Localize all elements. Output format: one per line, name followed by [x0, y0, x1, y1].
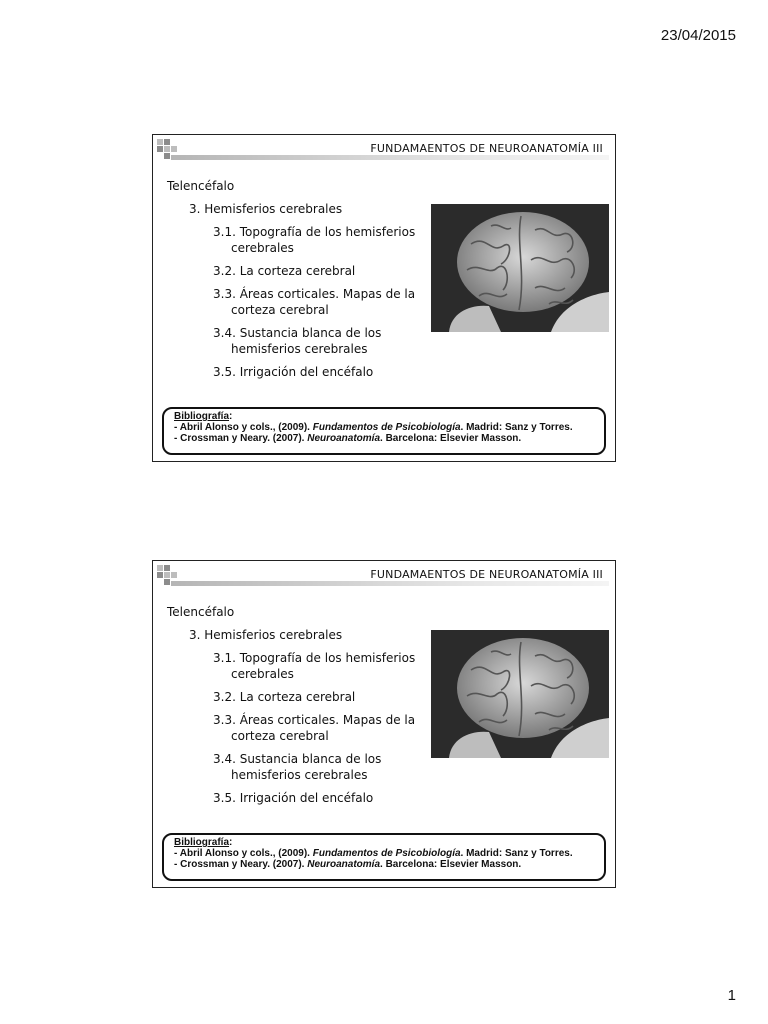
- date-stamp: 23/04/2015: [660, 27, 736, 44]
- bibliography-ref-2: - Crossman y Neary. (2007). Neuroanatomía. Barcelona: Elsevier Masson.: [174, 433, 522, 444]
- bibliography-heading: Bibliografía: [174, 411, 230, 422]
- bibliography-ref-1: - Abril Alonso y cols., (2009). Fundamentos de Psicobiología. Madrid: Sanz y Torres.: [174, 422, 573, 433]
- slide-header: FUNDAMAENTOS DE NEUROANATOMÍA III: [370, 142, 603, 155]
- brain-photo: [431, 204, 609, 332]
- outline-subsection: 3.4. Sustancia blanca de los hemisferios cerebrales: [213, 752, 382, 782]
- outline-title: Telencéfalo: [167, 605, 235, 619]
- outline-subsection: 3.4. Sustancia blanca de los hemisferios cerebrales: [213, 326, 382, 356]
- outline-title: Telencéfalo: [167, 179, 235, 193]
- header-bar: [171, 581, 609, 586]
- outline-subsection: 3.5. Irrigación del encéfalo: [213, 365, 374, 379]
- outline-subsection: 3.2. La corteza cerebral: [213, 690, 356, 704]
- bibliography-heading: Bibliografía: [174, 837, 230, 848]
- outline-section: 3. Hemisferios cerebrales: [189, 202, 343, 216]
- outline: [167, 179, 429, 387]
- outline-subsection: 3.3. Áreas corticales. Mapas de la corteza cerebral: [213, 713, 416, 743]
- bibliography-box: Bibliografía: - Abril Alonso y cols., (2009). Fundamentos de Psicobiología. Madrid: Sanz y Torres. - Crossman y Neary. (2007). Neuroanatomía. Barcelona: Elsevier Masson.: [162, 833, 606, 881]
- bibliography-ref-2: - Crossman y Neary. (2007). Neuroanatomía. Barcelona: Elsevier Masson.: [174, 859, 522, 870]
- outline-subsection: 3.1. Topografía de los hemisferios cerebrales: [213, 225, 416, 255]
- outline-subsection: 3.2. La corteza cerebral: [213, 264, 356, 278]
- bibliography-ref-1: - Abril Alonso y cols., (2009). Fundamentos de Psicobiología. Madrid: Sanz y Torres.: [174, 848, 573, 859]
- outline-subsection: 3.1. Topografía de los hemisferios cerebrales: [213, 651, 416, 681]
- outline: [167, 605, 429, 813]
- page-number: 1: [727, 987, 736, 1004]
- bibliography-box: Bibliografía: - Abril Alonso y cols., (2009). Fundamentos de Psicobiología. Madrid: Sanz y Torres. - Crossman y Neary. (2007). Neuroanatomía. Barcelona: Elsevier Masson.: [162, 407, 606, 455]
- outline-section: 3. Hemisferios cerebrales: [189, 628, 343, 642]
- slide-header: FUNDAMAENTOS DE NEUROANATOMÍA III: [370, 568, 603, 581]
- outline-subsection: 3.5. Irrigación del encéfalo: [213, 791, 374, 805]
- header-bar: [171, 155, 609, 160]
- brain-photo: [431, 630, 609, 758]
- outline-subsection: 3.3. Áreas corticales. Mapas de la corteza cerebral: [213, 287, 416, 317]
- slide-thumbnail-2: [152, 560, 616, 888]
- slide-thumbnail-1: [152, 134, 616, 462]
